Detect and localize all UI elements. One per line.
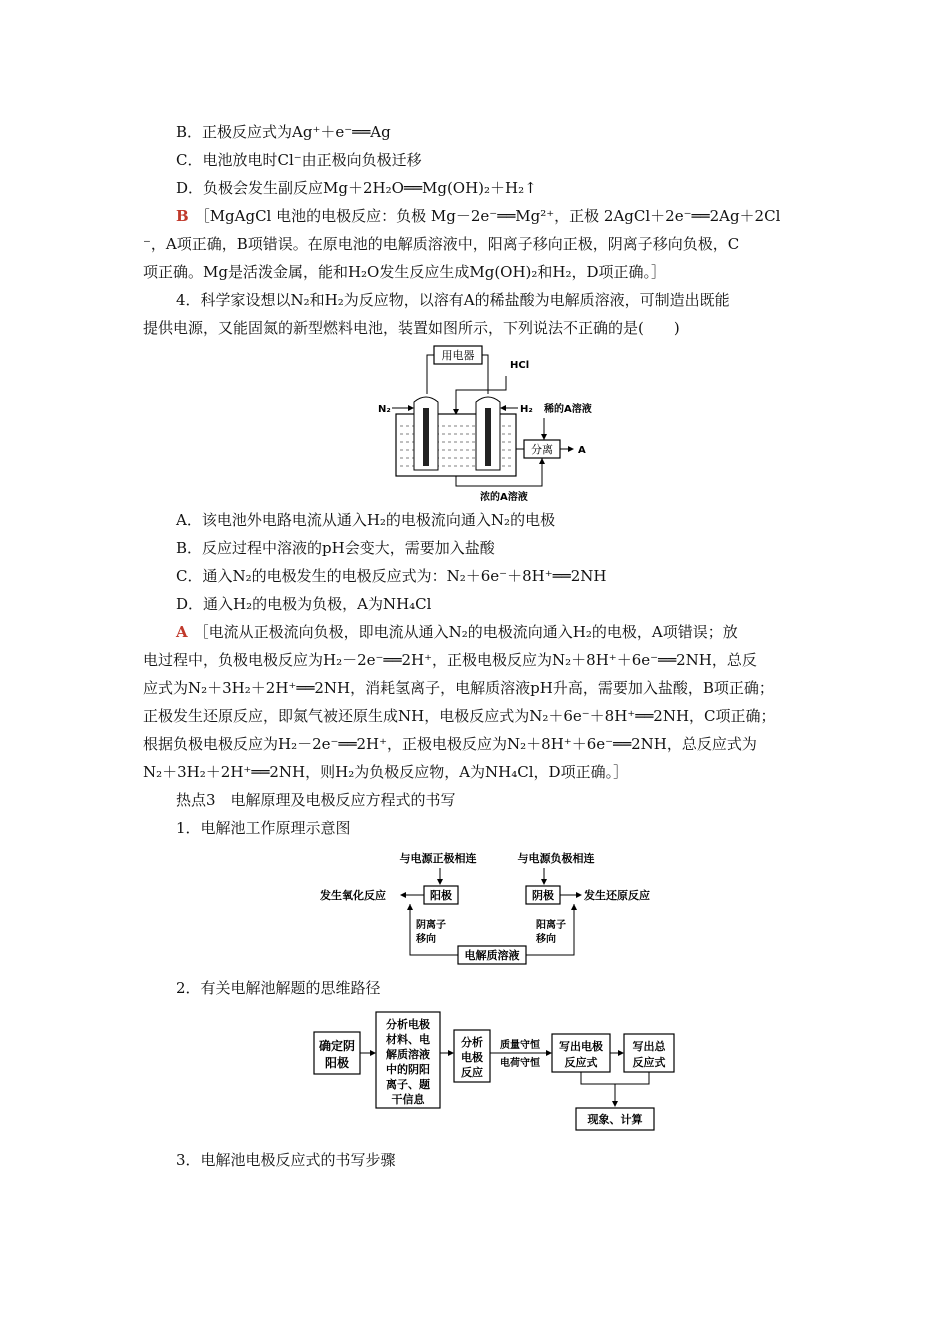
- phenomenon-calc-label: 现象、计算: [587, 1113, 643, 1126]
- cathode-label: 阴极: [532, 889, 554, 902]
- q4-answer: A: [176, 623, 188, 641]
- section-heading: 热点3 电解原理及电极反应方程式的书写: [176, 791, 456, 809]
- q3-option-c: C．电池放电时Cl⁻由正极向负极迁移: [176, 151, 422, 169]
- subsection-1-title: 1．电解池工作原理示意图: [176, 819, 351, 837]
- subsection-2-title: 2．有关电解池解题的思维路径: [176, 979, 381, 997]
- q3-option-b: B．正极反应式为Ag⁺＋e⁻══Ag: [176, 123, 391, 141]
- q4-explanation-line-2: 电过程中，负极电极反应为H₂－2e⁻══2H⁺，正极电极反应为N₂＋8H⁺＋6e⁻══2NH，总反: [143, 651, 757, 669]
- analysis-line-3: 解质溶液: [386, 1048, 430, 1061]
- device-label: 用电器: [441, 349, 475, 362]
- h2-label: H₂: [520, 404, 533, 415]
- n2-label: N₂: [378, 404, 391, 415]
- q3-option-d: D．负极会发生副反应Mg＋2H₂O══Mg(OH)₂＋H₂↑: [176, 179, 537, 197]
- analysis-line-1: 分析电极: [386, 1018, 430, 1031]
- q4-explanation-line-1: [176, 622, 738, 642]
- q3-explanation-line-2: ⁻，A项正确，B项错误。在原电池的电解质溶液中，阳离子移向正极，阴离子移向负极，C: [143, 235, 740, 253]
- q4-expl-text-1: ［电流从正极流向负极，即电流从通入N₂的电极流向通入H₂的电极，A项错误；放: [193, 623, 738, 641]
- q3-expl-text-1: ［MgAgCl 电池的电极反应：负极 Mg－2e⁻══Mg²⁺，正极 2AgCl＋2e⁻══2Ag＋2Cl: [194, 207, 781, 225]
- anion-move-label-2: 移向: [416, 934, 436, 945]
- electrolysis-principle-diagram: [318, 846, 678, 970]
- analyze-reaction-line-2: 电极: [461, 1051, 483, 1064]
- oxidation-label: 发生氧化反应: [320, 889, 386, 902]
- q4-stem-line-2: 提供电源，又能固氮的新型燃料电池，装置如图所示，下列说法不正确的是( ): [143, 319, 680, 337]
- neg-source-label: 与电源负极相连: [517, 852, 595, 865]
- q4-option-c: C．通入N₂的电极发生的电极反应式为：N₂＋6e⁻＋8H⁺══2NH: [176, 567, 607, 585]
- anode-label: 阳极: [430, 889, 452, 902]
- separate-label: 分离: [531, 443, 553, 456]
- analysis-line-4: 中的阴阳: [386, 1063, 430, 1076]
- reduction-label: 发生还原反应: [584, 889, 650, 902]
- q4-option-d: D．通入H₂的电极为负极，A为NH₄Cl: [176, 595, 432, 613]
- determine-electrode-line-1: 确定阴: [318, 1039, 356, 1053]
- analyze-reaction-line-3: 反应: [461, 1066, 483, 1079]
- pos-source-label: 与电源正极相连: [399, 852, 477, 865]
- q4-explanation-line-3: 应式为N₂＋3H₂＋2H⁺══2NH，消耗氢离子，电解质溶液pH升高，需要加入盐酸，B项正确；: [143, 679, 774, 697]
- hcl-label: HCl: [510, 360, 530, 371]
- determine-electrode-line-2: 阳极: [324, 1056, 350, 1070]
- analysis-line-5: 离子、题: [386, 1078, 430, 1091]
- electrolyte-label: 电解质溶液: [464, 949, 520, 962]
- fuel-cell-figure: [370, 344, 620, 506]
- q4-explanation-line-6: N₂＋3H₂＋2H⁺══2NH，则H₂为负极反应物，A为NH₄Cl，D项正确。］: [143, 763, 629, 781]
- cation-move-label-2: 移向: [536, 934, 556, 945]
- subsection-3-title: 3．电解池电极反应式的书写步骤: [176, 1151, 396, 1169]
- a-product-label: A: [578, 445, 586, 456]
- q4-explanation-line-5: 根据负极电极反应为H₂－2e⁻══2H⁺，正极电极反应为N₂＋8H⁺＋6e⁻══2NH，总反应式为: [143, 735, 757, 753]
- q3-explanation-line-3: 项正确。Mg是活泼金属，能和H₂O发生反应生成Mg(OH)₂和H₂，D项正确。］: [143, 263, 667, 281]
- q4-explanation-line-4: 正极发生还原反应，即氮气被还原生成NH，电极反应式为N₂＋6e⁻＋8H⁺══2NH，C项正确；: [143, 707, 776, 725]
- anion-move-label-1: 阴离子: [416, 920, 446, 931]
- write-electrode-line-1: 写出电极: [559, 1040, 603, 1053]
- q4-option-a: A．该电池外电路电流从通入H₂的电极流向通入N₂的电极: [176, 511, 556, 529]
- write-total-line-1: 写出总: [632, 1040, 666, 1053]
- conc-a-label: 浓的A溶液: [480, 492, 528, 503]
- q3-answer: B: [176, 207, 189, 225]
- charge-conservation-label: 电荷守恒: [500, 1058, 540, 1069]
- cation-move-label-1: 阳离子: [536, 920, 566, 931]
- mass-conservation-label: 质量守恒: [500, 1040, 540, 1051]
- analysis-line-2: 材料、电: [386, 1033, 430, 1046]
- write-total-line-2: 反应式: [632, 1056, 666, 1069]
- dilute-a-label: 稀的A溶液: [544, 404, 592, 415]
- write-electrode-line-2: 反应式: [564, 1056, 598, 1069]
- thinking-path-flowchart: [310, 1008, 680, 1142]
- q4-option-b: B．反应过程中溶液的pH会变大，需要加入盐酸: [176, 539, 495, 557]
- analysis-line-6: 干信息: [391, 1093, 425, 1106]
- analyze-reaction-line-1: 分析: [461, 1036, 483, 1049]
- q4-stem-line-1: 4．科学家设想以N₂和H₂为反应物，以溶有A的稀盐酸为电解质溶液，可制造出既能: [176, 291, 730, 309]
- q3-explanation-line-1: [176, 206, 780, 226]
